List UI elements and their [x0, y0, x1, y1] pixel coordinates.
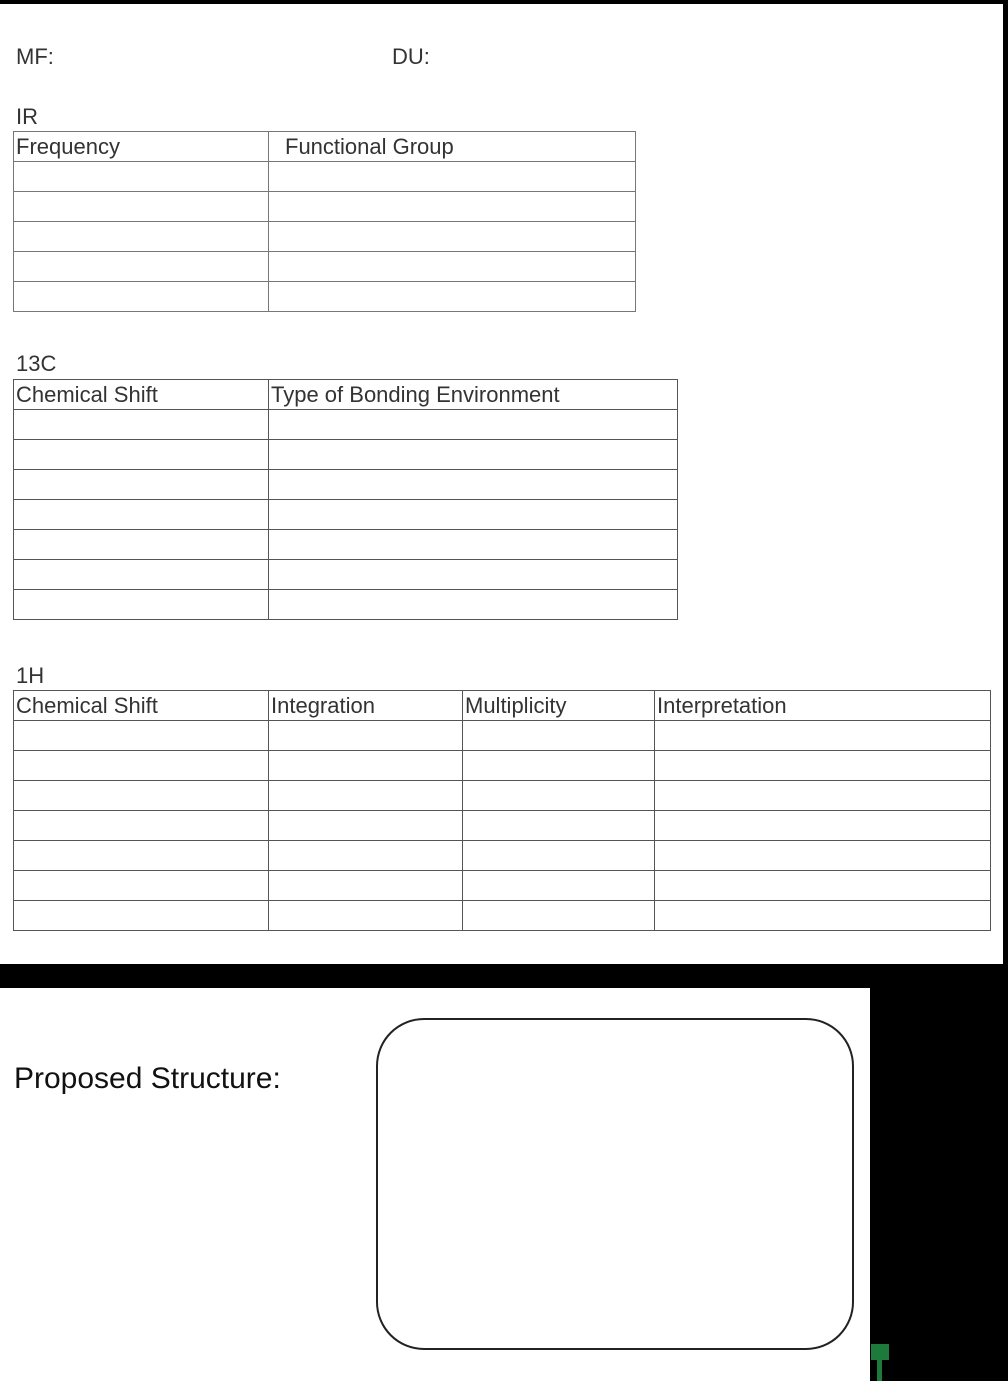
h1-header-row [14, 691, 991, 721]
h1-row [14, 781, 991, 811]
c13-row [14, 590, 678, 620]
ir-cell[interactable] [269, 282, 636, 312]
ir-table [13, 131, 636, 312]
c13-row [14, 470, 678, 500]
c13-header-row [14, 380, 678, 410]
c13-cell[interactable] [14, 470, 269, 500]
h1-cell[interactable] [269, 871, 463, 901]
c13-cell[interactable] [269, 470, 678, 500]
c13-cell[interactable] [269, 440, 678, 470]
h1-row [14, 811, 991, 841]
h1-cell[interactable] [463, 781, 655, 811]
h1-cell[interactable] [269, 901, 463, 931]
ir-cell[interactable] [14, 192, 269, 222]
c13-table-body [14, 380, 678, 620]
ir-col-frequency: Frequency [14, 132, 269, 162]
c13-table [13, 379, 678, 620]
h1-cell[interactable] [269, 841, 463, 871]
c13-cell[interactable] [269, 530, 678, 560]
ir-cell[interactable] [14, 282, 269, 312]
h1-cell[interactable] [463, 811, 655, 841]
h1-cell[interactable] [463, 901, 655, 931]
ir-row [14, 222, 636, 252]
h1-cell[interactable] [463, 871, 655, 901]
ir-cell[interactable] [269, 222, 636, 252]
h1-cell[interactable] [14, 901, 269, 931]
ir-cell[interactable] [14, 252, 269, 282]
ir-row [14, 162, 636, 192]
c13-cell[interactable] [14, 590, 269, 620]
c13-col-bonding-environment: Type of Bonding Environment [269, 380, 678, 410]
ir-section-title: IR [16, 104, 38, 129]
c13-col-chemical-shift: Chemical Shift [14, 380, 269, 410]
h1-col-multiplicity: Multiplicity [463, 691, 655, 721]
h1-row [14, 871, 991, 901]
h1-col-interpretation: Interpretation [655, 691, 991, 721]
h1-cell[interactable] [655, 781, 991, 811]
c13-cell[interactable] [269, 590, 678, 620]
c13-cell[interactable] [14, 440, 269, 470]
c13-row [14, 530, 678, 560]
h1-cell[interactable] [463, 841, 655, 871]
ir-cell[interactable] [269, 252, 636, 282]
mf-label: MF: [16, 44, 54, 69]
h1-row [14, 751, 991, 781]
h1-col-chemical-shift: Chemical Shift [14, 691, 269, 721]
c13-cell[interactable] [14, 410, 269, 440]
ir-row [14, 252, 636, 282]
h1-row [14, 901, 991, 931]
h1-cell[interactable] [269, 811, 463, 841]
h1-cell[interactable] [655, 751, 991, 781]
h1-cell[interactable] [463, 721, 655, 751]
c13-cell[interactable] [269, 410, 678, 440]
ir-row [14, 192, 636, 222]
ir-cell[interactable] [269, 162, 636, 192]
c13-row [14, 440, 678, 470]
h1-cell[interactable] [655, 811, 991, 841]
h1-section-title: 1H [16, 663, 45, 688]
ir-cell[interactable] [14, 222, 269, 252]
h1-cell[interactable] [14, 751, 269, 781]
pin-icon-head [871, 1344, 889, 1360]
h1-cell[interactable] [655, 841, 991, 871]
h1-col-integration: Integration [269, 691, 463, 721]
ir-cell[interactable] [14, 162, 269, 192]
c13-row [14, 500, 678, 530]
ir-header-row [14, 132, 636, 162]
c13-section-title: 13C [16, 351, 57, 376]
h1-table-body [14, 691, 991, 931]
c13-cell[interactable] [14, 530, 269, 560]
h1-cell[interactable] [655, 721, 991, 751]
c13-cell[interactable] [14, 560, 269, 590]
ir-row [14, 282, 636, 312]
h1-cell[interactable] [463, 751, 655, 781]
h1-cell[interactable] [14, 841, 269, 871]
h1-cell[interactable] [269, 751, 463, 781]
ir-cell[interactable] [269, 192, 636, 222]
c13-cell[interactable] [269, 500, 678, 530]
h1-cell[interactable] [14, 781, 269, 811]
c13-cell[interactable] [269, 560, 678, 590]
c13-row [14, 410, 678, 440]
h1-cell[interactable] [655, 871, 991, 901]
h1-cell[interactable] [269, 721, 463, 751]
proposed-structure-label: Proposed Structure: [14, 1062, 281, 1095]
h1-cell[interactable] [269, 781, 463, 811]
h1-table [13, 690, 991, 931]
h1-cell[interactable] [14, 811, 269, 841]
h1-cell[interactable] [655, 901, 991, 931]
h1-cell[interactable] [14, 871, 269, 901]
pin-icon-stem [877, 1360, 882, 1381]
du-label: DU: [392, 44, 430, 69]
c13-cell[interactable] [14, 500, 269, 530]
c13-row [14, 560, 678, 590]
proposed-structure-box[interactable] [376, 1018, 854, 1350]
ir-table-body [14, 132, 636, 312]
h1-row [14, 841, 991, 871]
h1-cell[interactable] [14, 721, 269, 751]
h1-row [14, 721, 991, 751]
pin-icon [871, 1344, 889, 1381]
ir-col-functional-group: Functional Group [269, 132, 636, 162]
